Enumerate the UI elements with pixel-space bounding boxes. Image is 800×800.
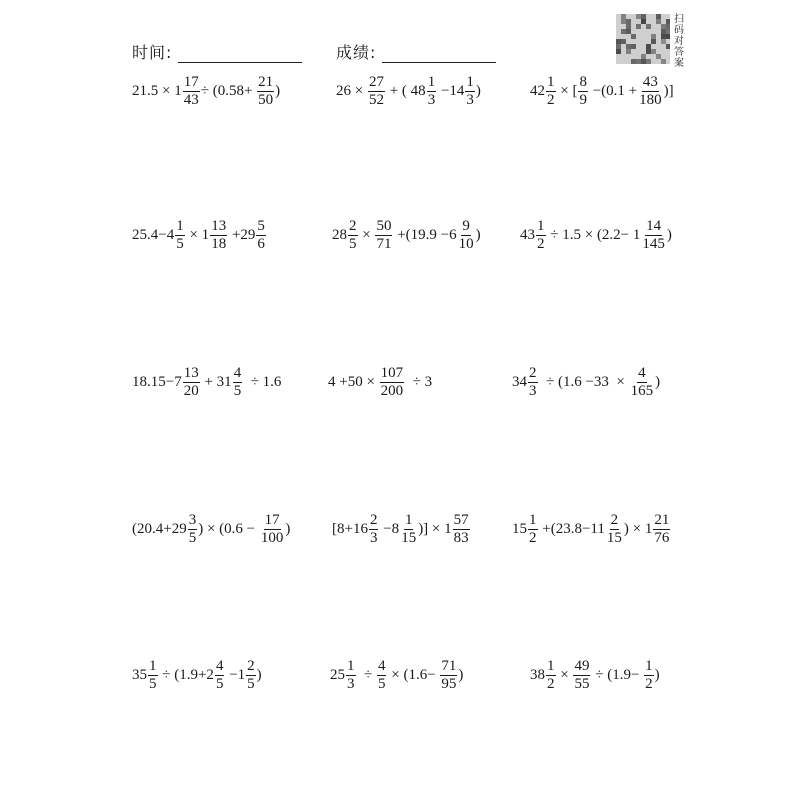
fraction — [606, 512, 623, 547]
numerator: 107 — [380, 365, 404, 381]
fraction — [546, 658, 556, 693]
numerator: 1 — [529, 512, 537, 528]
expression-text: ) — [655, 374, 661, 390]
expression-text: ÷ (1.9+2 — [158, 667, 214, 683]
problem-15 — [530, 658, 660, 693]
expression-text: )] — [663, 83, 674, 99]
fraction — [375, 218, 392, 253]
numerator: 4 — [215, 658, 224, 674]
denominator: 15 — [401, 530, 417, 546]
expression-text: +29 — [228, 227, 256, 243]
numerator: 1 — [537, 218, 545, 234]
numerator: 1 — [466, 74, 474, 90]
numerator: 1 — [404, 512, 413, 528]
fraction — [573, 658, 590, 693]
expression-text: (20.4+29 — [132, 521, 187, 537]
time-label: 时间: — [132, 43, 173, 62]
expression-text: [8+16 — [332, 521, 368, 537]
denominator: 18 — [211, 236, 227, 252]
expression-text: ) × 1 — [623, 521, 653, 537]
denominator: 3 — [347, 676, 355, 692]
denominator: 145 — [642, 236, 665, 252]
denominator: 2 — [537, 236, 545, 252]
expression-text: 21.5 × 1 — [132, 83, 182, 99]
denominator: 2 — [645, 676, 653, 692]
fraction — [453, 512, 470, 547]
fraction — [644, 658, 654, 693]
expression-text: ÷ 1.5 × (2.2− 1 — [546, 227, 641, 243]
numerator: 2 — [610, 512, 619, 528]
numerator: 2 — [369, 512, 378, 528]
expression-text: 28 — [332, 227, 347, 243]
numerator: 1 — [547, 74, 555, 90]
fraction — [148, 658, 158, 693]
denominator: 9 — [579, 92, 587, 108]
expression-text: 43 — [520, 227, 535, 243]
problem-4 — [132, 218, 267, 253]
expression-text: ÷ (0.58+ — [200, 83, 257, 99]
expression-text: +(19.9 −6 — [393, 227, 457, 243]
fraction — [578, 74, 588, 109]
denominator: 3 — [466, 92, 474, 108]
qr-module — [631, 44, 636, 49]
expression-text: ÷ 3 — [405, 374, 433, 390]
expression-text: ÷ (1.9− — [591, 667, 644, 683]
numerator: 21 — [258, 74, 274, 90]
qr-module — [636, 24, 641, 29]
expression-text: ) — [458, 667, 464, 683]
denominator: 5 — [247, 676, 255, 692]
fraction — [653, 512, 670, 547]
time-blank[interactable] — [178, 46, 302, 63]
numerator: 1 — [149, 658, 157, 674]
denominator: 5 — [349, 236, 357, 252]
numerator: 4 — [377, 658, 386, 674]
numerator: 2 — [247, 658, 255, 674]
fraction — [175, 218, 185, 253]
fraction — [465, 74, 475, 109]
fraction — [528, 365, 538, 400]
expression-text: ÷ (1.6 −33 × — [538, 374, 629, 390]
expression-text: × [ — [556, 83, 578, 99]
numerator: 17 — [264, 512, 280, 528]
qr-module — [646, 24, 651, 29]
numerator: 1 — [427, 74, 436, 90]
fraction — [215, 658, 225, 693]
fraction — [260, 512, 285, 547]
score-label: 成绩: — [336, 43, 377, 62]
qr-code-icon[interactable] — [616, 14, 670, 64]
fraction — [210, 218, 227, 253]
denominator: 76 — [654, 530, 670, 546]
fraction — [458, 218, 475, 253]
fraction — [641, 218, 666, 253]
denominator: 3 — [529, 383, 537, 399]
qr-module — [666, 34, 670, 39]
denominator: 6 — [257, 236, 265, 252]
problem-6 — [520, 218, 672, 253]
numerator: 9 — [462, 218, 470, 234]
expression-text: ) — [475, 83, 481, 99]
qr-module — [661, 59, 666, 64]
numerator: 14 — [646, 218, 662, 234]
expression-text: × — [556, 667, 573, 683]
numerator: 57 — [453, 512, 469, 528]
numerator: 2 — [529, 365, 537, 381]
denominator: 2 — [529, 530, 537, 546]
expression-text: × 1 — [185, 227, 210, 243]
denominator: 20 — [183, 383, 199, 399]
expression-text: ) — [285, 521, 291, 537]
expression-text: ) — [666, 227, 672, 243]
denominator: 95 — [441, 676, 457, 692]
numerator: 13 — [211, 218, 227, 234]
expression-text: 18.15−7 — [132, 374, 182, 390]
expression-text: 34 — [512, 374, 527, 390]
problem-2 — [336, 74, 481, 109]
problem-9 — [512, 365, 660, 400]
fraction — [257, 74, 274, 109]
score-field — [336, 40, 496, 63]
numerator: 71 — [441, 658, 457, 674]
fraction — [546, 74, 556, 109]
problem-8 — [328, 365, 432, 400]
fraction — [368, 74, 385, 109]
qr-module — [646, 59, 651, 64]
numerator: 3 — [188, 512, 197, 528]
fraction — [427, 74, 437, 109]
denominator: 15 — [606, 530, 622, 546]
fraction — [183, 365, 200, 400]
problem-3 — [530, 74, 674, 109]
denominator: 5 — [215, 676, 224, 692]
denominator: 5 — [149, 676, 157, 692]
denominator: 5 — [377, 676, 386, 692]
fraction — [183, 74, 200, 109]
expression-text: 4 +50 × — [328, 374, 379, 390]
expression-text: −14 — [437, 83, 465, 99]
denominator: 100 — [260, 530, 284, 546]
fraction — [630, 365, 655, 400]
expression-text: 35 — [132, 667, 147, 683]
expression-text: ) — [654, 667, 660, 683]
expression-text: ) — [275, 83, 281, 99]
score-blank[interactable] — [382, 46, 496, 63]
qr-module — [651, 39, 656, 44]
fraction — [528, 512, 538, 547]
denominator: 2 — [547, 92, 555, 108]
denominator: 180 — [639, 92, 662, 108]
denominator: 71 — [376, 236, 392, 252]
denominator: 55 — [574, 676, 590, 692]
problem-5 — [332, 218, 481, 253]
expression-text: ) — [256, 667, 262, 683]
expression-text: ÷ 1.6 — [243, 374, 282, 390]
expression-text: −1 — [225, 667, 246, 683]
expression-text: +(23.8−11 — [538, 521, 605, 537]
expression-text: 25 — [330, 667, 345, 683]
fraction — [400, 512, 417, 547]
problem-12 — [512, 512, 671, 547]
numerator: 1 — [347, 658, 355, 674]
qr-note: 扫码对答案 — [674, 14, 684, 69]
denominator: 43 — [183, 92, 199, 108]
fraction — [536, 218, 546, 253]
expression-text: + ( 48 — [385, 83, 426, 99]
numerator: 4 — [233, 365, 242, 381]
denominator: 83 — [453, 530, 469, 546]
denominator: 200 — [380, 383, 404, 399]
expression-text: + 31 — [200, 374, 232, 390]
denominator: 2 — [547, 676, 555, 692]
fraction — [377, 658, 387, 693]
denominator: 165 — [630, 383, 654, 399]
problem-1 — [132, 74, 280, 109]
expression-text: −(0.1 + — [588, 83, 638, 99]
qr-module — [631, 34, 636, 39]
time-field — [132, 40, 302, 63]
expression-text: 26 × — [336, 83, 367, 99]
numerator: 43 — [642, 74, 658, 90]
numerator: 4 — [638, 365, 646, 381]
qr-module — [626, 49, 631, 54]
fraction — [638, 74, 663, 109]
numerator: 1 — [176, 218, 184, 234]
problem-10 — [132, 512, 290, 547]
fraction — [188, 512, 198, 547]
fraction — [233, 365, 243, 400]
fraction — [256, 218, 266, 253]
expression-text: 25.4−4 — [132, 227, 175, 243]
expression-text: ) — [475, 227, 481, 243]
fraction — [440, 658, 457, 693]
numerator: 49 — [574, 658, 590, 674]
numerator: 17 — [183, 74, 199, 90]
fraction — [246, 658, 256, 693]
fraction — [348, 218, 358, 253]
numerator: 21 — [654, 512, 670, 528]
numerator: 8 — [579, 74, 587, 90]
expression-text: −8 — [379, 521, 400, 537]
qr-module — [666, 44, 670, 49]
numerator: 2 — [349, 218, 357, 234]
fraction — [369, 512, 379, 547]
expression-text: )] × 1 — [418, 521, 452, 537]
qr-module — [616, 49, 621, 54]
denominator: 52 — [368, 92, 384, 108]
expression-text: 42 — [530, 83, 545, 99]
numerator: 5 — [257, 218, 265, 234]
denominator: 10 — [458, 236, 474, 252]
numerator: 1 — [645, 658, 653, 674]
fraction — [380, 365, 405, 400]
denominator: 3 — [369, 530, 378, 546]
expression-text: 38 — [530, 667, 545, 683]
numerator: 27 — [368, 74, 384, 90]
denominator: 5 — [188, 530, 197, 546]
denominator: 5 — [233, 383, 242, 399]
expression-text: 15 — [512, 521, 527, 537]
expression-text: ) × (0.6 − — [198, 521, 259, 537]
expression-text: × — [358, 227, 375, 243]
denominator: 50 — [258, 92, 274, 108]
expression-text: ÷ — [356, 667, 376, 683]
problem-13 — [132, 658, 262, 693]
numerator: 50 — [376, 218, 392, 234]
numerator: 1 — [547, 658, 555, 674]
problem-14 — [330, 658, 463, 693]
problem-11 — [332, 512, 471, 547]
numerator: 13 — [183, 365, 199, 381]
problem-7 — [132, 365, 281, 400]
denominator: 5 — [176, 236, 184, 252]
denominator: 3 — [427, 92, 436, 108]
expression-text: × (1.6− — [387, 667, 440, 683]
fraction — [346, 658, 356, 693]
